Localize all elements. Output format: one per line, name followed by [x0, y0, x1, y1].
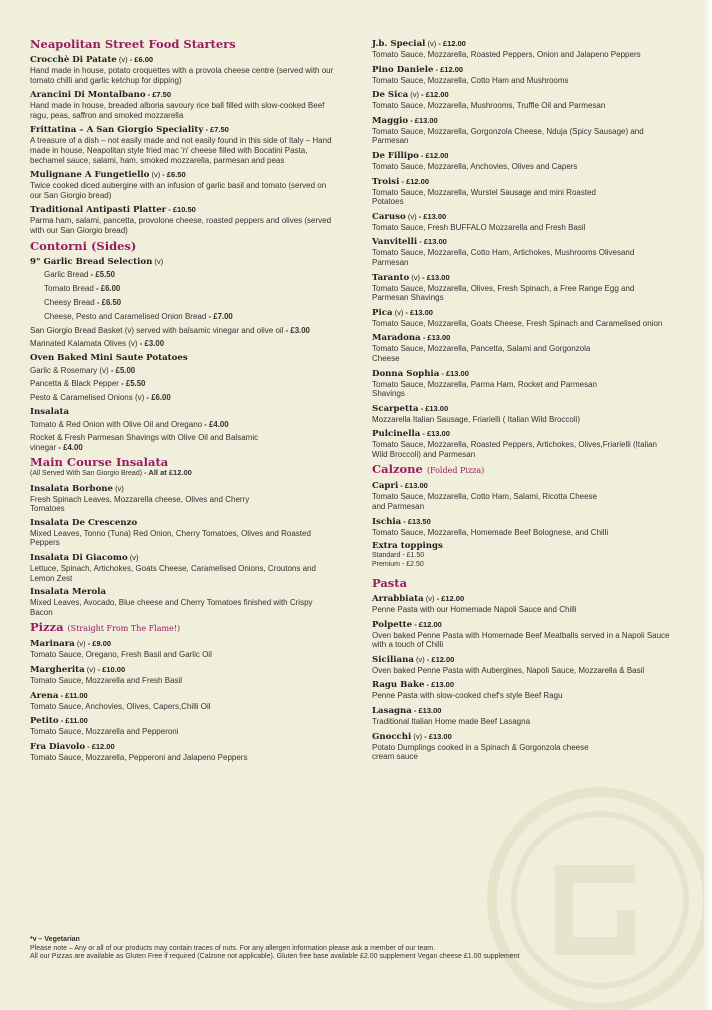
item-desc: Penne Pasta with slow-cooked chef's style Beef Ragu	[372, 691, 563, 701]
menu-item	[30, 741, 335, 763]
item-price: - £12.00	[419, 90, 449, 100]
menu-item	[372, 480, 672, 511]
item-price: - £11.00	[58, 690, 88, 700]
item-desc: Tomato Sauce, Mozzarella, Cotto Ham and Mushrooms	[372, 75, 569, 85]
item-name: Pica	[372, 307, 393, 318]
item-price: - £13.00	[403, 307, 433, 317]
item-price: - £13.00	[420, 333, 451, 343]
item-name: Petito	[30, 716, 59, 727]
section-title-pizza: Pizza (Straight From The Flame!)	[30, 620, 181, 635]
item-veg: (v)	[127, 553, 139, 563]
main-insalata-subtitle: (All Served With San Giorgio Bread) - All at £12.00	[30, 468, 192, 478]
item-price: - £13.00	[411, 706, 442, 716]
item-price: - £13.00	[408, 115, 438, 125]
garlic-bread-item: Garlic Bread - £5.50	[44, 269, 115, 279]
item-name: Ragu Bake	[372, 680, 425, 691]
garlic-bread-item: Cheese, Pesto and Caramelised Onion Bread - £7.00	[44, 311, 233, 321]
item-veg: (v)	[113, 483, 124, 493]
item-name: Insalata Borbone	[30, 483, 114, 494]
item-name: Pino Daniele	[372, 64, 434, 75]
item-name: Taranto	[372, 272, 410, 283]
extra-standard: Standard - £1.50	[372, 552, 425, 560]
menu-item	[372, 403, 672, 425]
menu-item	[372, 211, 672, 233]
item-veg: (v)	[425, 39, 437, 48]
item-desc: Tomato Sauce, Mozzarella, Cotto Ham, Salami, Ricotta Cheese and Parmesan	[372, 492, 597, 512]
item-price: - £13.00	[418, 403, 449, 413]
item-price: - £12.00	[412, 619, 442, 629]
item-desc: Tomato Sauce, Mozzarella, Roasted Peppers, Artichokes, Olives,Friarielli (Italian Wild Broccoli) and Parmesan	[372, 440, 658, 459]
item-name: De Fillipo	[372, 150, 419, 161]
garlic-bread-item: Cheesy Bread - £6.50	[44, 297, 122, 307]
item-veg: (v)	[74, 639, 86, 649]
item-desc: Hand made in house, breaded alboria savoury rice ball filled with slow-cooked Beef ragu, peas, saffron and smoked mozzarella	[30, 101, 325, 120]
menu-item	[372, 272, 672, 303]
menu-item	[372, 705, 672, 727]
item-price: - £13.00	[398, 481, 428, 491]
watermark-logo-icon	[470, 770, 710, 1010]
item-name: Vanvitelli	[372, 237, 418, 248]
menu-item	[30, 54, 335, 85]
olives: Marinated Kalamata Olives (v) - £3.00	[30, 339, 165, 349]
menu-item	[372, 176, 672, 207]
menu-item	[372, 619, 672, 650]
item-name: Traditional Antipasti Platter	[30, 205, 167, 216]
item-veg: (v)	[392, 307, 404, 317]
item-desc: Mixed Leaves, Avocado, Blue cheese and Cherry Tomatoes finished with Crispy Bacon	[30, 598, 313, 617]
item-price: - £7.50	[203, 125, 229, 135]
section-title-pasta: Pasta	[372, 576, 408, 591]
item-name: Crocchè Di Patate	[30, 55, 117, 65]
item-price: - £12.00	[433, 64, 464, 74]
menu-item	[30, 518, 335, 548]
item-desc: Oven baked Penne Pasta with Homemade Beef Meatballs served in a Napoli Sauce with a touch of Chilli	[372, 630, 670, 650]
extra-toppings-title: Extra toppings	[372, 541, 443, 552]
item-veg: (v)	[116, 55, 128, 64]
item-name: Arena	[30, 690, 59, 701]
item-desc: Twice cooked diced aubergine with an infusion of garlic basil and tomato (served on our San Giorgio bread)	[30, 181, 327, 200]
item-name: Insalata Di Giacomo	[30, 553, 128, 564]
item-desc: Tomato Sauce, Mozzarella, Goats Cheese, Fresh Spinach and Caramelised onion	[372, 318, 663, 328]
item-name: Arancini Di Montalbano	[30, 90, 146, 101]
right-column	[372, 38, 672, 766]
gluten-note: All our Pizzas are available as Gluten Free if required (Calzone not applicable). Gluten free base available £2.00 supplement Vegan cheese £1.00 supplement	[30, 953, 520, 961]
item-price: - £12.00	[436, 39, 466, 48]
item-name: Caruso	[372, 211, 406, 222]
item-desc: Mozzarella Italian Sausage, Friarielli ( Italian Wild Broccoli)	[372, 414, 581, 424]
menu-item	[372, 64, 672, 86]
item-desc: Tomato Sauce, Fresh BUFFALO Mozzarella and Fresh Basil	[372, 222, 586, 232]
item-name: Arrabbiata	[372, 594, 424, 605]
menu-item	[372, 593, 672, 615]
item-name: Troisi	[372, 176, 400, 187]
item-desc: Parma ham, salami, pancetta, provolone cheese, roasted peppers and olives (served with our San Giorgio bread)	[30, 216, 332, 235]
item-desc: Tomato Sauce, Anchovies, Olives, Capers,Chilli Oil	[30, 701, 211, 711]
menu-item	[372, 679, 672, 701]
potato-item: Pancetta & Black Pepper - £5.50	[30, 379, 146, 389]
item-name: Donna Sophia	[372, 368, 440, 379]
item-desc: Tomato Sauce, Mozzarella, Roasted Peppers, Onion and Jalapeno Peppers	[372, 50, 641, 59]
item-name: Fra Diavolo	[30, 741, 86, 752]
item-name: Margherita	[30, 665, 85, 676]
item-price: - £7.50	[145, 90, 172, 100]
item-desc: Tomato Sauce, Mozzarella, Gorgonzola Cheese, Nduja (Spicy Sausage) and Parmesan	[372, 126, 644, 146]
menu-item	[372, 654, 672, 676]
item-desc: Tomato Sauce, Mozzarella, Mushrooms, Truffle Oil and Parmesan	[372, 101, 606, 111]
item-desc: Tomato Sauce, Mozzarella, Parma Ham, Rocket and Parmesan Shavings	[372, 379, 597, 399]
item-price: - £13.00	[424, 680, 455, 690]
menu-item	[30, 552, 335, 583]
menu-item	[372, 115, 672, 146]
item-desc: Tomato Sauce, Oregano, Fresh Basil and Garlic Oil	[30, 650, 212, 660]
item-name: Insalata Merola	[30, 587, 107, 598]
item-desc: Penne Pasta with our Homemade Napoli Sauce and Chilli	[372, 605, 577, 615]
item-desc: Tomato Sauce, Mozzarella and Pepperoni	[30, 727, 179, 737]
menu-item	[30, 587, 335, 617]
item-price: - £13.00	[416, 211, 447, 221]
item-price: - £13.00	[420, 272, 450, 282]
insalata-item: Rocket & Fresh Parmesan Shavings with Olive Oil and Balsamic vinegar - £4.00	[30, 433, 259, 452]
item-price: - £13.50	[401, 516, 431, 526]
item-name: De Sica	[372, 90, 409, 101]
item-price: - £12.00	[424, 654, 455, 664]
item-veg: (v)	[409, 272, 421, 282]
pizza-list-continued	[372, 38, 672, 459]
menu-item	[372, 731, 672, 762]
item-desc: Tomato Sauce, Mozzarella, Homemade Beef Bolognese, and Chilli	[372, 527, 609, 537]
menu-item	[30, 638, 335, 660]
garlic-bread-title: 9" Garlic Bread Selection (v)	[30, 256, 164, 267]
section-title-starters: Neapolitan Street Food Starters	[30, 37, 236, 51]
bread-basket: San Giorgio Bread Basket (v) served with balsamic vinegar and olive oil - £3.00	[30, 325, 310, 335]
menu-item	[30, 715, 335, 737]
item-price: - £13.00	[422, 731, 452, 741]
footer	[30, 936, 690, 962]
item-name: Marinara	[30, 639, 75, 650]
item-veg: (v)	[408, 90, 420, 100]
item-price: - £10.00	[95, 665, 126, 675]
vegetarian-note: *v – Vegetarian	[30, 936, 80, 943]
allergen-note: Please note – Any or all of our products may contain traces of nuts. For any allergen information please ask a member of our team.	[30, 944, 436, 952]
item-name: Insalata De Crescenzo	[30, 517, 138, 528]
item-price: - £12.00	[418, 150, 449, 160]
item-desc: Tomato Sauce, Mozzarella, Anchovies, Olives and Capers	[372, 161, 578, 171]
section-title-main-insalata: Main Course Insalata	[30, 455, 169, 470]
item-desc: Hand made in house, potato croquettes with a provola cheese centre (served with our tomato chilli and garlic ketchup for dipping)	[30, 66, 334, 85]
item-price: - £9.00	[85, 639, 112, 649]
insalata-title: Insalata	[30, 406, 70, 417]
item-desc: Tomato Sauce, Mozzarella, Pepperoni and Jalapeno Peppers	[30, 752, 248, 762]
item-price: - £10.50	[166, 205, 196, 215]
menu-item	[372, 332, 672, 363]
menu-item	[372, 516, 672, 538]
item-veg: (v)	[149, 170, 161, 180]
menu-item	[372, 368, 672, 399]
potatoes-title: Oven Baked Mini Saute Potatoes	[30, 352, 188, 363]
item-price: - £13.00	[439, 368, 469, 378]
menu-item	[372, 89, 672, 111]
item-desc: Fresh Spinach Leaves, Mozzarella cheese, Olives and Cherry Tomatoes	[30, 494, 250, 514]
potato-item: Pesto & Caramelised Onions (v) - £6.00	[30, 392, 171, 402]
menu-item	[30, 169, 335, 200]
item-veg: (v)	[413, 654, 425, 664]
item-name: J.b. Special	[372, 39, 426, 49]
item-price: - £12.00	[399, 176, 430, 186]
item-name: Ischia	[372, 516, 402, 527]
item-desc: Tomato Sauce, Mozzarella, Pancetta, Salami and Gorgonzola Cheese	[372, 344, 591, 363]
left-column	[30, 38, 335, 766]
menu-item	[372, 236, 672, 267]
item-desc: Mixed Leaves, Tonno (Tuna) Red Onion, Cherry Tomatoes, Olives and Roasted Peppers	[30, 528, 311, 548]
item-veg: (v)	[405, 211, 417, 221]
menu-item	[372, 38, 672, 60]
item-name: Polpette	[372, 619, 413, 630]
potato-item: Garlic & Rosemary (v) - £5.00	[30, 365, 136, 375]
menu-item	[30, 204, 335, 235]
item-desc: Tomato Sauce, Mozzarella, Wurstel Sausage and mini Roasted Potatoes	[372, 187, 596, 207]
menu-item	[372, 428, 672, 459]
item-name: Lasagna	[372, 706, 412, 717]
menu-item	[372, 307, 672, 329]
starters-list	[30, 54, 335, 236]
item-price: - £6.00	[127, 55, 154, 64]
menu-item	[30, 690, 335, 712]
item-desc: Traditional Italian Home made Beef Lasagna	[372, 717, 531, 727]
item-name: Frittatina – A San Giorgio Speciality	[30, 125, 204, 136]
section-title-calzone: Calzone (Folded Pizza)	[372, 462, 485, 477]
menu-item	[30, 483, 335, 514]
item-price: - £12.00	[85, 741, 115, 751]
item-name: Siciliana	[372, 654, 414, 665]
item-veg: (v)	[411, 731, 423, 741]
garlic-bread-item: Tomato Bread - £6.00	[44, 283, 121, 293]
section-title-contorni: Contorni (Sides)	[30, 238, 137, 253]
item-name: Maggio	[372, 115, 409, 126]
menu-item	[372, 150, 672, 172]
item-desc: Tomato Sauce, Mozzarella, Cotto Ham, Artichokes, Mushrooms Olivesand Parmesan	[372, 248, 635, 267]
item-name: Gnocchi	[372, 731, 412, 742]
insalata-item: Tomato & Red Onion with Olive Oil and Oregano - £4.00	[30, 419, 229, 429]
item-name: Mulignane A Fungetiello	[30, 170, 150, 181]
item-name: Scarpetta	[372, 403, 419, 414]
item-name: Capri	[372, 481, 399, 492]
item-veg: (v)	[423, 594, 435, 604]
page-edge	[704, 0, 712, 1010]
item-price: - £11.00	[58, 716, 88, 726]
extra-toppings	[372, 541, 672, 569]
menu-item	[30, 664, 335, 686]
item-price: - £6.50	[160, 170, 186, 180]
extra-premium: Premium - £2.50	[372, 560, 424, 568]
item-price: - £13.00	[417, 237, 447, 247]
item-desc: Tomato Sauce, Mozzarella and Fresh Basil	[30, 676, 183, 686]
item-desc: Lettuce, Spinach, Artichokes, Goats Cheese, Caramelised Onions, Croutons and Lemon Zest	[30, 564, 316, 583]
item-price: - £12.00	[434, 594, 465, 604]
menu-item	[30, 124, 335, 165]
item-desc: A treasure of a dish – not easily made and not easily found in this side of Italy – Hand made in house, Neapolitan style fried mac 'n' cheese filled with Bocatini Pasta, bechamel sauce, salami, ham, smoked mozzarella, parmesan and peas	[30, 136, 332, 165]
item-name: Maradona	[372, 333, 421, 344]
item-name: Pulcinella	[372, 429, 421, 440]
item-desc: Tomato Sauce, Mozzarella, Olives, Fresh Spinach, a Free Range Egg and Parmesan Shavings	[372, 283, 635, 303]
item-desc: Potato Dumplings cooked in a Spinach & Gorgonzola cheese cream sauce	[372, 742, 589, 762]
item-price: - £13.00	[420, 429, 450, 439]
item-desc: Oven baked Penne Pasta with Aubergines, Napoli Sauce, Mozzarella & Basil	[372, 665, 645, 675]
item-veg: (v)	[84, 665, 96, 675]
menu-item	[30, 89, 335, 120]
